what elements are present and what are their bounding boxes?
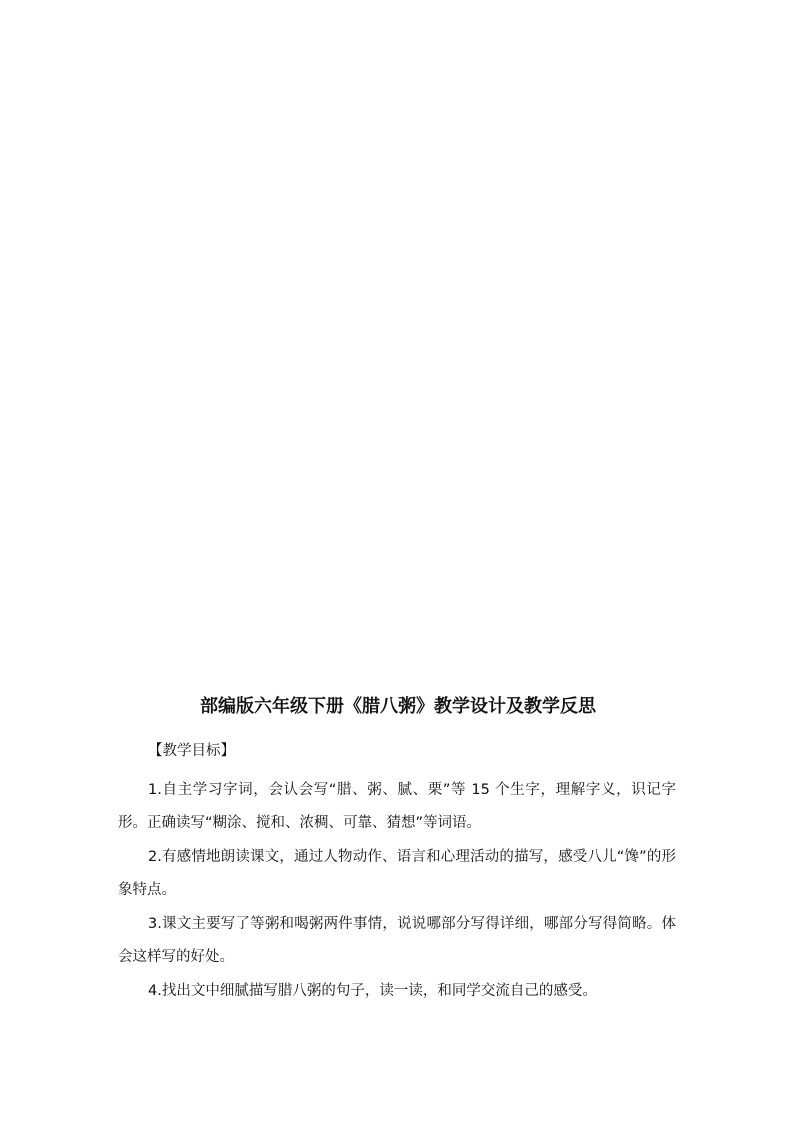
objective-paragraph-2: 2.有感情地朗读课文，通过人物动作、语言和心理活动的描写，感受八儿“馋”的形象特点。 [118, 849, 676, 898]
section-heading-teaching-objectives: 【教学目标】 [148, 743, 235, 759]
objective-paragraph-1: 1.自主学习字词，会认会写“腊、粥、腻、栗”等 15 个生字，理解字义，识记字形。正确读写“糊涂、搅和、浓稠、可靠、猜想”等词语。 [118, 782, 676, 831]
objective-paragraph-3: 3.课文主要写了等粥和喝粥两件事情，说说哪部分写得详细，哪部分写得简略。体会这样写的好处。 [118, 916, 676, 965]
objective-paragraph-4: 4.找出文中细腻描写腊八粥的句子，读一读，和同学交流自己的感受。 [148, 983, 597, 999]
document-title: 部编版六年级下册《腊八粥》教学设计及教学反思 [200, 696, 596, 717]
